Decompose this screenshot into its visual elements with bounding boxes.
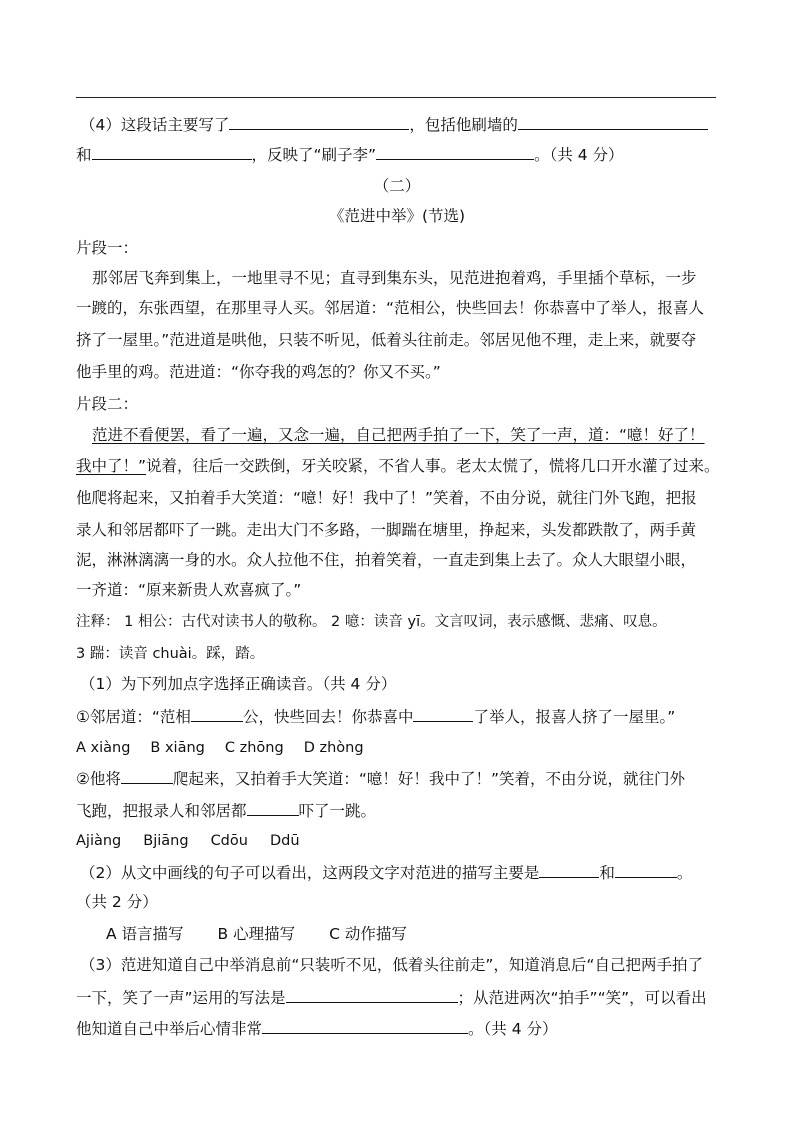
passage2-line: 一齐道：“原来新贵人欢喜疯了。” (76, 581, 302, 599)
q2-text: 。 (676, 864, 693, 882)
option-b[interactable]: Bjiāng (143, 833, 189, 849)
q4-text-d: ，反映了“刷子李” (251, 146, 377, 164)
answer-blank[interactable] (247, 800, 299, 816)
q4-text-a: （4）这段话主要写了 (80, 116, 230, 134)
q3-line2 (76, 987, 707, 1008)
underlined-text: 范进不看便罢，看了一遍，又念一遍，自己把两手拍了一下，笑了一声，道：“噫！好了！ (92, 426, 705, 444)
q2-line1 (80, 862, 692, 883)
q1-text: 飞跑，把报录人和邻居都 (76, 802, 247, 820)
q1-text: ①邻居道：“范相 (76, 708, 191, 726)
q2-text: 和 (599, 864, 615, 882)
q4-text-b: ，包括他刷墙的 (409, 116, 518, 134)
q1-text: 吓了一跳。 (298, 802, 377, 820)
option-c[interactable]: C 动作描写 (329, 925, 407, 943)
q4-text-c: 和 (76, 146, 92, 164)
q1-text: 了举人，报喜人挤了一屋里。” (473, 708, 676, 726)
q2-text: （2）从文中画线的句子可以看出，这两段文字对范进的描写主要是 (80, 864, 540, 882)
q2-options (106, 924, 407, 944)
passage2-line: 他爬将起来，又拍着手大笑道：“噫！好！我中了！”笑着，不由分说，就往门外飞跑，把报 (76, 489, 697, 507)
passage1-line: 他手里的鸡。范进道：“你夺我的鸡怎的？你又不买。” (76, 363, 441, 381)
passage2-line (76, 456, 720, 476)
answer-blank[interactable] (518, 114, 708, 130)
passage2-line: 录人和邻居都吓了一跳。走出大门不多路，一脚踹在塘里，挣起来，头发都跌散了，两手黄 (76, 521, 697, 539)
option-a[interactable]: A 语言描写 (106, 925, 184, 943)
q1-options1 (76, 738, 384, 758)
answer-blank[interactable] (539, 862, 599, 878)
q2-points: （共 2 分） (76, 893, 158, 911)
passage1-line: 一踱的，东张西望，在那里寻人买。邻居道：“范相公，快些回去！你恭喜中了举人，报喜人 (76, 299, 705, 317)
q3-text: 一下，笑了一声”运用的写法是 (76, 989, 286, 1007)
passage2-line: 泥，淋淋漓漓一身的水。众人拉他不住，拍着笑着，一直走到集上去了。众人大眼望小眼， (76, 551, 697, 569)
passage2-text: 说着，往后一交跌倒，牙关咬紧，不省人事。老太太慌了，慌将几口开水灌了过来。 (146, 457, 720, 475)
option-b[interactable]: B xiāng (150, 740, 205, 756)
q4-line2 (76, 144, 624, 165)
section-title: （二） (373, 177, 421, 195)
option-c[interactable]: C zhōng (224, 740, 284, 756)
q3-line1: （3）范进知道自己中举消息前“只装听不见，低着头往前走”，知道消息后“自己把两手拍了 (80, 956, 703, 974)
answer-blank[interactable] (286, 987, 458, 1003)
q1-text: ②他将 (76, 770, 121, 788)
q4-line1 (80, 114, 708, 135)
q1-title: （1）为下列加点字选择正确读音。（共 4 分） (80, 675, 397, 693)
passage1-line: 挤了一屋里。”范进道是哄他，只装不听见，低着头往前走。邻居见他不理，走上来，就要夺 (76, 331, 697, 349)
underlined-sentence (76, 425, 705, 445)
top-rule (76, 97, 716, 98)
q1-sentence2-cont (76, 800, 376, 821)
answer-blank[interactable] (92, 144, 252, 160)
option-b[interactable]: B 心理描写 (217, 925, 296, 943)
answer-blank[interactable] (191, 706, 243, 722)
notes-line: 3 踹：读音 chuài。踩，踏。 (76, 646, 265, 662)
option-c[interactable]: Cdōu (210, 833, 248, 849)
answer-blank[interactable] (376, 144, 534, 160)
answer-blank[interactable] (413, 706, 473, 722)
passage-title: 《范进中举》(节选) (328, 207, 466, 225)
q1-sentence1 (76, 706, 675, 727)
option-d[interactable]: D zhòng (303, 740, 364, 756)
passage1-line: 那邻居飞奔到集上，一地里寻不见；直寻到集东头，见范进抱着鸡，手里插个草标，一步 (92, 269, 697, 287)
q3-line3 (76, 1018, 557, 1039)
passage1-label: 片段一： (76, 239, 139, 257)
option-a[interactable]: Ajiàng (76, 833, 122, 849)
passage2-label: 片段二： (76, 395, 139, 413)
q1-text: 爬起来，又拍着手大笑道：“噫！好！我中了！”笑着，不由分说，就往门外 (172, 770, 685, 788)
q1-options2 (76, 831, 322, 851)
answer-blank[interactable] (121, 768, 173, 784)
q3-text: 。（共 4 分） (468, 1020, 558, 1038)
q4-text-e: 。（共 4 分） (534, 146, 624, 164)
q1-sentence2 (76, 768, 685, 789)
q3-text: 他知道自己中举后心情非常 (76, 1020, 263, 1038)
underlined-text: 我中了！” (76, 457, 147, 475)
q1-text: 公，快些回去！你恭喜中 (242, 708, 414, 726)
notes-line: 注释： 1 相公：古代对读书人的敬称。 2 噫：读音 yī。文言叹词，表示感慨、悲痛、叹息。 (76, 614, 667, 630)
option-a[interactable]: A xiàng (76, 740, 131, 756)
answer-blank[interactable] (262, 1018, 468, 1034)
answer-blank[interactable] (615, 862, 677, 878)
q3-text: ；从范进两次“拍手”“笑”，可以看出 (457, 989, 707, 1007)
answer-blank[interactable] (229, 114, 409, 130)
option-d[interactable]: Ddū (269, 833, 300, 849)
